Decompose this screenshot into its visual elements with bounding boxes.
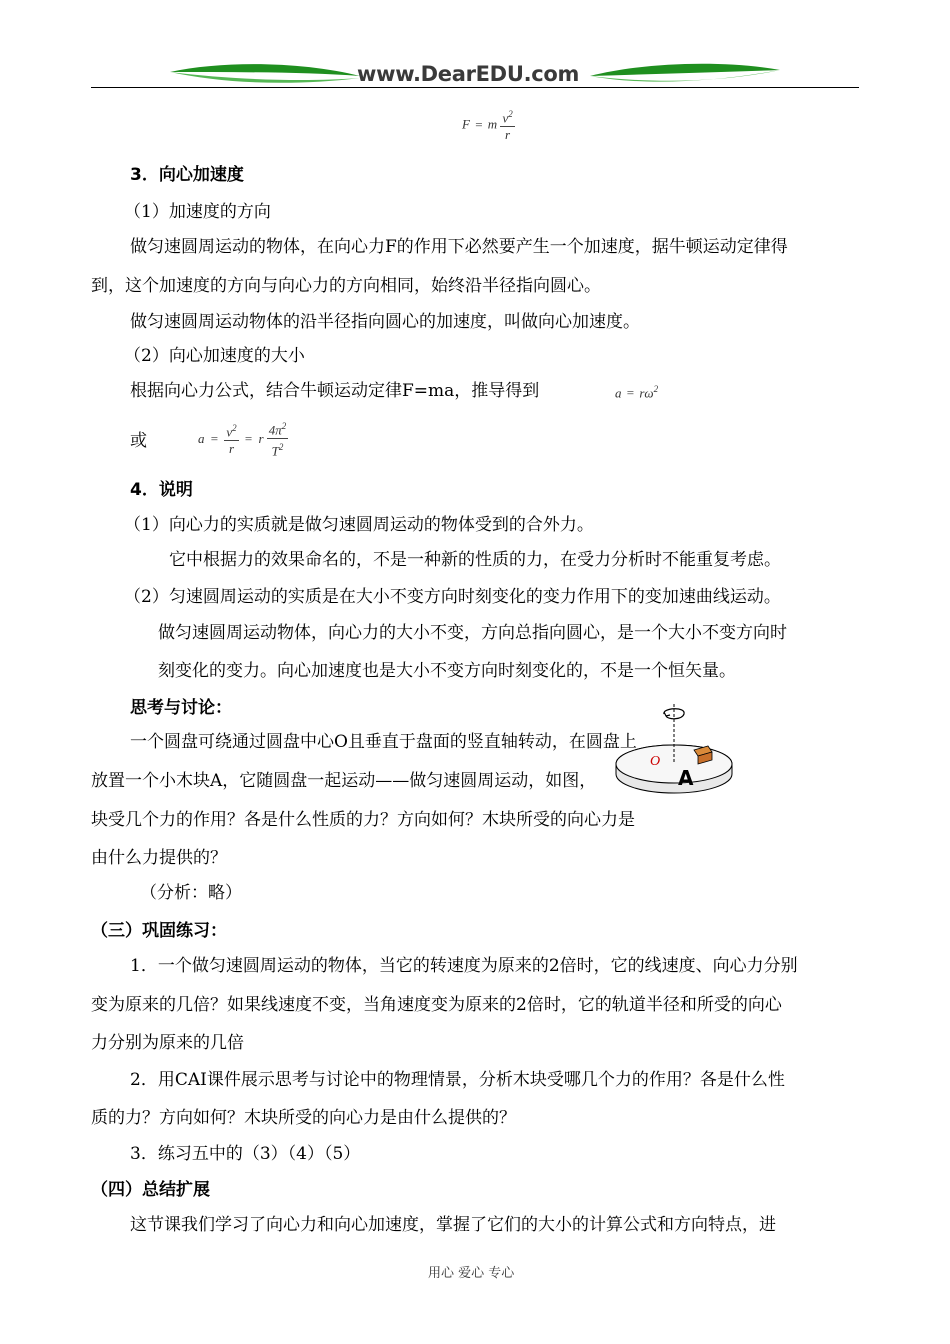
section-3-para1-line1: 做匀速圆周运动的物体，在向心力F的作用下必然要产生一个加速度，据牛顿运动定律得 <box>130 237 788 257</box>
practice-1-line-3: 力分别为原来的几倍 <box>91 1033 244 1053</box>
section-3-title: 3．向心加速度 <box>130 165 244 185</box>
formula-a1-eq: = <box>626 385 635 401</box>
disc-illustration <box>612 700 742 800</box>
think-title: 思考与讨论： <box>130 698 232 718</box>
formula-a2-num1: v <box>226 424 233 440</box>
header-swoosh-right <box>585 60 785 90</box>
formula-f-num-sup: 2 <box>508 109 513 119</box>
formula-f-coef: m <box>487 116 498 132</box>
section-3-2-text: 根据向心力公式，结合牛顿运动定律F=ma，推导得到 <box>130 381 540 401</box>
formula-a2-num1-sup: 2 <box>232 423 237 434</box>
section-4-title: 4．说明 <box>130 480 193 500</box>
practice-1-line-2: 变为原来的几倍？如果线速度不变，当角速度变为原来的2倍时，它的轨道半径和所受的向心 <box>91 995 782 1015</box>
formula-a2-fraction-1 <box>224 420 238 457</box>
formula-f-den: r <box>505 127 511 143</box>
formula-f-fraction <box>500 106 514 143</box>
think-line-1: 一个圆盘可绕通过圆盘中心O且垂直于盘面的竖直轴转动，在圆盘上 <box>130 732 637 752</box>
think-answer: （分析：略） <box>140 883 242 903</box>
formula-f-num: v <box>502 110 509 126</box>
formula-centripetal-force <box>462 106 515 150</box>
formula-accel-v-period <box>198 418 288 460</box>
formula-a2-lhs: a <box>198 430 205 446</box>
disc-center-label: O <box>650 754 661 769</box>
formula-a1-lhs: a <box>615 385 622 401</box>
footer-text: 用心 爱心 专心 <box>428 1266 515 1281</box>
formula-a1-rhs: rω <box>639 385 654 401</box>
formula-a1-sup: 2 <box>653 384 659 394</box>
site-name[interactable]: www.DearEDU.com <box>357 62 580 86</box>
practice-3: 3．练习五中的（3）（4）（5） <box>130 1144 361 1164</box>
summary-line-1: 这节课我们学习了向心力和向心加速度，掌握了它们的大小的计算公式和方向特点，进 <box>130 1215 776 1235</box>
think-line-4: 由什么力提供的？ <box>91 848 227 868</box>
formula-f-lhs: F <box>462 116 470 132</box>
summary-title: （四）总结扩展 <box>91 1180 210 1200</box>
or-label: 或 <box>130 431 147 451</box>
formula-a2-den2-sup: 2 <box>278 442 284 453</box>
formula-a2-den2: T <box>271 443 279 459</box>
section-3-1-subtitle: （1）加速度的方向 <box>124 202 271 222</box>
section-4-2: （2）匀速圆周运动的实质是在大小不变方向时刻变化的变力作用下的变加速曲线运动。 <box>124 587 781 607</box>
practice-2-line-1: 2．用CAI课件展示思考与讨论中的物理情景，分析木块受哪几个力的作用？各是什么性 <box>130 1070 785 1090</box>
section-4-1: （1）向心力的实质就是做匀速圆周运动的物体受到的合外力。 <box>124 515 594 535</box>
formula-a2-num2: 4π <box>268 422 282 438</box>
block-label: A <box>678 766 694 790</box>
section-3-para1-line2: 到，这个加速度的方向与向心力的方向相同，始终沿半径指向圆心。 <box>91 276 601 296</box>
formula-f-eq: = <box>475 116 483 132</box>
rotating-disc-figure <box>612 700 742 800</box>
section-4-2b: 做匀速圆周运动物体，向心力的大小不变，方向总指向圆心，是一个大小不变方向时 <box>158 623 787 643</box>
section-3-para2: 做匀速圆周运动物体的沿半径指向圆心的加速度，叫做向心加速度。 <box>130 312 640 332</box>
formula-accel-omega <box>615 384 658 401</box>
header-rule <box>91 87 859 88</box>
practice-1-line-1: 1．一个做匀速圆周运动的物体，当它的转速度为原来的2倍时，它的线速度、向心力分别 <box>130 956 798 976</box>
think-line-3: 块受几个力的作用？各是什么性质的力？方向如何？木块所受的向心力是 <box>91 810 635 830</box>
formula-a2-fraction-2 <box>267 418 289 460</box>
section-3-2-subtitle: （2）向心加速度的大小 <box>124 346 305 366</box>
formula-a2-eq2: = <box>244 430 253 446</box>
formula-a2-eq: = <box>210 430 219 446</box>
practice-title: （三）巩固练习： <box>91 921 227 941</box>
formula-a2-den1: r <box>228 441 235 457</box>
header-banner <box>165 60 785 90</box>
formula-a2-num2-sup: 2 <box>281 421 287 431</box>
think-line-2: 放置一个小木块A，它随圆盘一起运动——做匀速圆周运动，如图， <box>91 771 597 791</box>
header-swoosh-left <box>165 60 365 90</box>
formula-a2-coef: r <box>258 430 264 446</box>
practice-2-line-2: 质的力？方向如何？木块所受的向心力是由什么提供的？ <box>91 1108 516 1128</box>
section-4-2c: 刻变化的变力。向心加速度也是大小不变方向时刻变化的，不是一个恒矢量。 <box>158 661 736 681</box>
section-4-1b: 它中根据力的效果命名的，不是一种新的性质的力，在受力分析时不能重复考虑。 <box>169 550 781 570</box>
